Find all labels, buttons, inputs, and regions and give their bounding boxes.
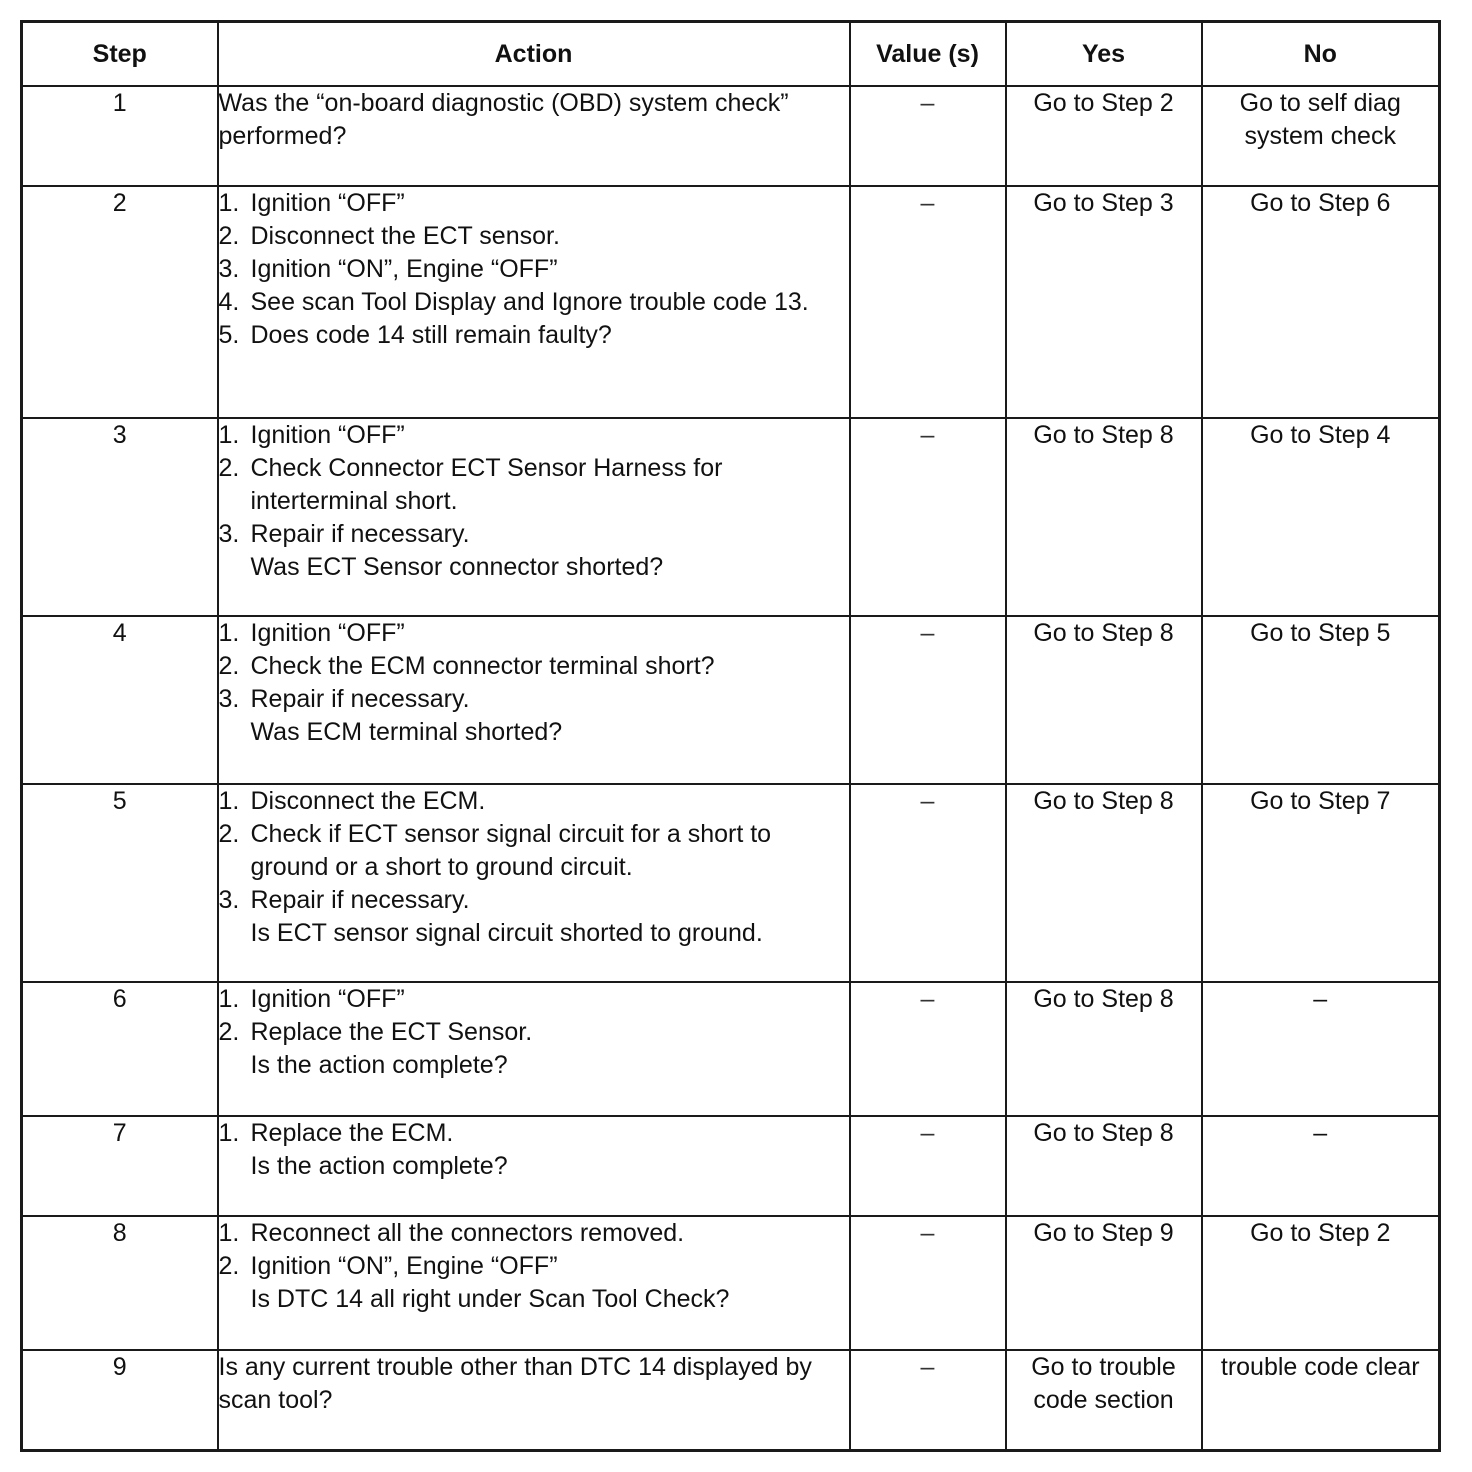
step-number: [22, 86, 218, 186]
no-cell: [1202, 86, 1440, 186]
value-cell-text: –: [920, 89, 935, 117]
yes-cell-text: Go to Step 8: [1033, 421, 1174, 449]
step-number-text: 1: [112, 89, 127, 117]
value-cell-text: –: [920, 985, 935, 1013]
action-item: [219, 650, 849, 683]
action-item-number: 2.: [218, 820, 240, 848]
action-item: [219, 518, 849, 584]
action-item-number: 2.: [218, 652, 240, 680]
yes-cell: [1006, 784, 1202, 982]
step-number: [22, 1216, 218, 1350]
action-item: [219, 683, 849, 749]
step-number: [22, 784, 218, 982]
action-item: [219, 319, 849, 352]
action-list: [219, 785, 849, 950]
action-item: [219, 419, 849, 452]
action-item-number: 2.: [218, 454, 240, 482]
step-number: [22, 982, 218, 1116]
yes-cell-text: Go to Step 2: [1033, 89, 1174, 117]
table-row: [22, 86, 1440, 186]
action-list: [219, 1217, 849, 1316]
header-value: Value (s): [850, 22, 1006, 87]
action-item-text: Repair if necessary.: [250, 685, 470, 713]
action-question: Is the action complete?: [250, 1051, 508, 1079]
action-item-text: Ignition “ON”, Engine “OFF”: [250, 1252, 558, 1280]
yes-cell-text: Go to Step 3: [1033, 189, 1174, 217]
action-item-number: 1.: [218, 421, 240, 449]
action-item-text: Ignition “ON”, Engine “OFF”: [250, 255, 558, 283]
table-row: [22, 784, 1440, 982]
no-cell-text: –: [1313, 1119, 1328, 1147]
no-cell: [1202, 1216, 1440, 1350]
value-cell: [850, 982, 1006, 1116]
header-action: Action: [218, 22, 850, 87]
yes-cell: [1006, 186, 1202, 418]
step-number-text: 3: [112, 421, 127, 449]
step-number-text: 9: [112, 1353, 127, 1381]
no-cell: [1202, 616, 1440, 784]
header-no: No: [1202, 22, 1440, 87]
yes-cell: [1006, 418, 1202, 616]
action-list: [219, 1117, 849, 1183]
no-cell-text: Go to Step 5: [1250, 619, 1391, 647]
table-row: [22, 1350, 1440, 1450]
action-item-number: 1.: [218, 787, 240, 815]
header-step: Step: [22, 22, 218, 87]
action-item-number: 1.: [218, 619, 240, 647]
yes-cell: [1006, 1350, 1202, 1450]
yes-cell-text: Go to Step 8: [1033, 619, 1174, 647]
step-number: [22, 616, 218, 784]
no-cell: [1202, 1116, 1440, 1216]
action-item: [219, 983, 849, 1016]
action-item-text: Check if ECT sensor signal circuit for a short to ground or a short to ground circuit.: [250, 820, 772, 881]
table-row: [22, 616, 1440, 784]
action-item: [219, 1016, 849, 1082]
action-item-number: 1.: [218, 1219, 240, 1247]
action-text: Was the “on-board diagnostic (OBD) system check” performed?: [218, 89, 789, 150]
no-cell-text: trouble code clear: [1220, 1353, 1420, 1381]
action-item-text: Replace the ECM.: [250, 1119, 454, 1147]
action-cell: [218, 982, 850, 1116]
action-item-number: 4.: [218, 288, 240, 316]
diagnostic-table: [20, 20, 1441, 1452]
action-item-number: 1.: [218, 985, 240, 1013]
step-number-text: 8: [112, 1219, 127, 1247]
action-item-text: Replace the ECT Sensor.: [250, 1018, 533, 1046]
action-item: [219, 884, 849, 950]
action-item-number: 1.: [218, 1119, 240, 1147]
action-cell: [218, 86, 850, 186]
action-item-number: 3.: [218, 255, 240, 283]
no-cell: [1202, 418, 1440, 616]
action-item-text: Ignition “OFF”: [250, 619, 405, 647]
action-cell: [218, 1116, 850, 1216]
action-item-text: Repair if necessary.: [250, 886, 470, 914]
action-item: [219, 818, 849, 884]
value-cell: [850, 1350, 1006, 1450]
step-number: [22, 186, 218, 418]
yes-cell: [1006, 1216, 1202, 1350]
yes-cell-text: Go to Step 8: [1033, 1119, 1174, 1147]
action-item-text: Repair if necessary.: [250, 520, 470, 548]
no-cell-text: –: [1313, 985, 1328, 1013]
no-cell: [1202, 1350, 1440, 1450]
table-row: [22, 418, 1440, 616]
no-cell-text: Go to self diag system check: [1239, 89, 1401, 150]
no-cell-text: Go to Step 4: [1250, 421, 1391, 449]
step-number-text: 7: [112, 1119, 127, 1147]
yes-cell: [1006, 982, 1202, 1116]
action-item-number: 2.: [218, 222, 240, 250]
header-yes: Yes: [1006, 22, 1202, 87]
action-item: [219, 1250, 849, 1316]
no-cell-text: Go to Step 7: [1250, 787, 1391, 815]
step-number: [22, 1350, 218, 1450]
value-cell: [850, 186, 1006, 418]
step-number-text: 6: [112, 985, 127, 1013]
action-item-number: 2.: [218, 1252, 240, 1280]
action-text: Is any current trouble other than DTC 14 displayed by scan tool?: [218, 1353, 812, 1414]
action-item-text: Disconnect the ECM.: [250, 787, 486, 815]
table-row: [22, 1116, 1440, 1216]
value-cell-text: –: [920, 1219, 935, 1247]
action-item: [219, 187, 849, 220]
action-question: Was ECM terminal shorted?: [250, 718, 563, 746]
action-cell: [218, 418, 850, 616]
action-item-number: 3.: [218, 685, 240, 713]
value-cell: [850, 1216, 1006, 1350]
action-item-text: Ignition “OFF”: [250, 421, 405, 449]
action-question: Is ECT sensor signal circuit shorted to ground.: [250, 919, 763, 947]
value-cell: [850, 418, 1006, 616]
yes-cell: [1006, 86, 1202, 186]
header-row: [22, 22, 1440, 87]
value-cell: [850, 784, 1006, 982]
action-cell: [218, 186, 850, 418]
no-cell-text: Go to Step 2: [1250, 1219, 1391, 1247]
yes-cell: [1006, 1116, 1202, 1216]
table-row: [22, 1216, 1440, 1350]
action-list: [219, 983, 849, 1082]
yes-cell-text: Go to Step 9: [1033, 1219, 1174, 1247]
action-item: [219, 617, 849, 650]
action-item-number: 3.: [218, 520, 240, 548]
action-list: [219, 187, 849, 352]
action-question: Is DTC 14 all right under Scan Tool Check?: [250, 1285, 730, 1313]
action-item-text: Ignition “OFF”: [250, 985, 405, 1013]
table-row: [22, 982, 1440, 1116]
action-item: [219, 220, 849, 253]
action-item-text: Does code 14 still remain faulty?: [250, 321, 612, 349]
action-list: [219, 617, 849, 749]
action-cell: [218, 784, 850, 982]
action-item-number: 1.: [218, 189, 240, 217]
action-cell: [218, 616, 850, 784]
action-item-text: Ignition “OFF”: [250, 189, 405, 217]
yes-cell-text: Go to trouble code section: [1031, 1353, 1176, 1414]
no-cell-text: Go to Step 6: [1250, 189, 1391, 217]
value-cell-text: –: [920, 421, 935, 449]
value-cell-text: –: [920, 787, 935, 815]
yes-cell-text: Go to Step 8: [1033, 985, 1174, 1013]
action-item-text: See scan Tool Display and Ignore trouble code 13.: [250, 288, 809, 316]
value-cell-text: –: [920, 189, 935, 217]
step-number-text: 4: [112, 619, 127, 647]
yes-cell: [1006, 616, 1202, 784]
action-question: Was ECT Sensor connector shorted?: [250, 553, 664, 581]
value-cell-text: –: [920, 1353, 935, 1381]
value-cell: [850, 1116, 1006, 1216]
action-item: [219, 1117, 849, 1183]
action-item: [219, 785, 849, 818]
action-item-text: Check Connector ECT Sensor Harness for interterminal short.: [250, 454, 723, 515]
action-item: [219, 253, 849, 286]
action-list: [219, 419, 849, 584]
action-item-text: Reconnect all the connectors removed.: [250, 1219, 685, 1247]
value-cell: [850, 616, 1006, 784]
action-item-text: Check the ECM connector terminal short?: [250, 652, 715, 680]
step-number: [22, 1116, 218, 1216]
no-cell: [1202, 784, 1440, 982]
step-number-text: 5: [112, 787, 127, 815]
action-item: [219, 286, 849, 319]
action-item-number: 5.: [218, 321, 240, 349]
action-cell: [218, 1216, 850, 1350]
action-item-text: Disconnect the ECT sensor.: [250, 222, 560, 250]
step-number: [22, 418, 218, 616]
value-cell-text: –: [920, 619, 935, 647]
table-row: [22, 186, 1440, 418]
action-item-number: 2.: [218, 1018, 240, 1046]
action-item: [219, 452, 849, 518]
yes-cell-text: Go to Step 8: [1033, 787, 1174, 815]
value-cell-text: –: [920, 1119, 935, 1147]
value-cell: [850, 86, 1006, 186]
action-question: Is the action complete?: [250, 1152, 508, 1180]
action-item-number: 3.: [218, 886, 240, 914]
step-number-text: 2: [112, 189, 127, 217]
action-cell: [218, 1350, 850, 1450]
action-item: [219, 1217, 849, 1250]
no-cell: [1202, 186, 1440, 418]
no-cell: [1202, 982, 1440, 1116]
